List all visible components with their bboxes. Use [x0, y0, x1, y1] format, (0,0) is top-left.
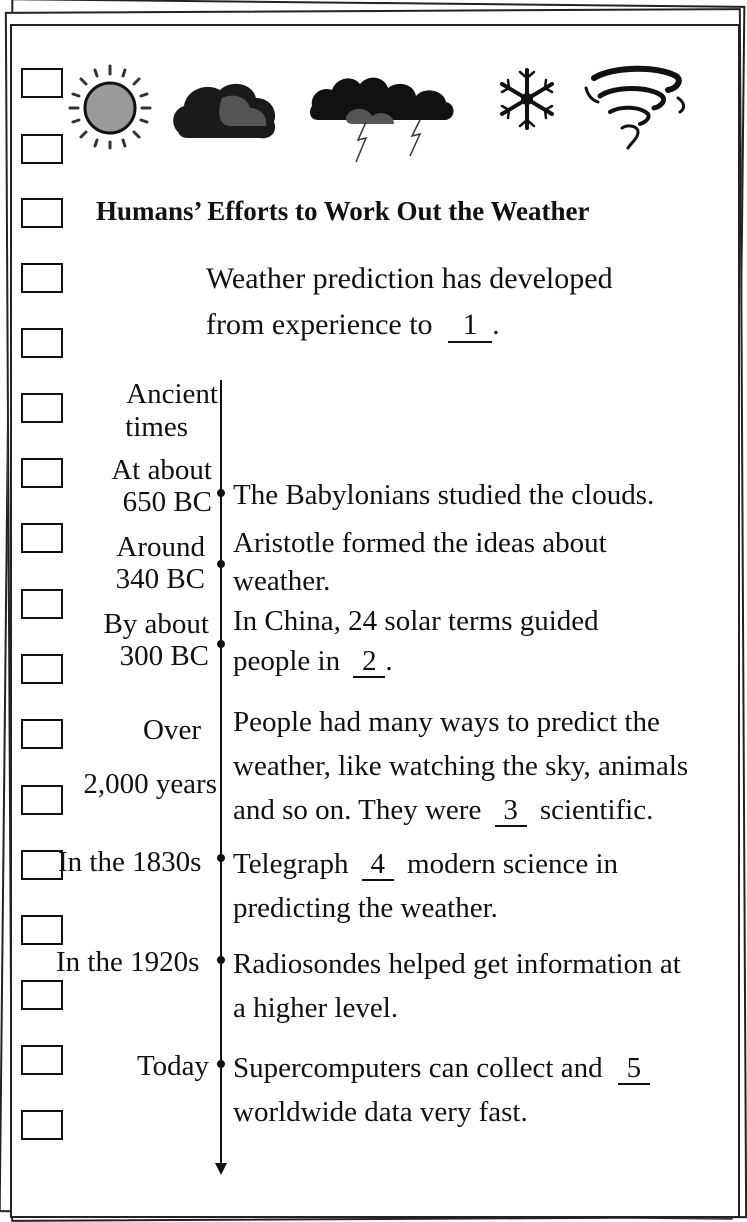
margin-box	[21, 68, 63, 98]
snowflake-icon	[496, 66, 558, 132]
timeline-date-650bc	[111, 454, 212, 518]
event-line: weather, like watching the sky, animals	[233, 750, 689, 782]
event-text: people in	[233, 645, 341, 677]
timeline-event-radiosondes	[233, 942, 681, 1030]
timeline-event-solar-terms	[233, 601, 599, 681]
event-text: scientific.	[539, 794, 654, 826]
timeline-dot	[217, 956, 225, 964]
answer-blank-3[interactable]: 3	[495, 795, 527, 827]
event-line: People had many ways to predict the	[233, 706, 660, 738]
event-line: weather.	[233, 565, 331, 597]
event-line: Radiosondes helped get information at	[233, 948, 681, 980]
margin-box	[21, 980, 63, 1010]
tornado-icon	[584, 64, 688, 150]
timeline-date-2000-years: 2,000 years	[83, 768, 217, 800]
margin-box	[21, 1110, 63, 1140]
answer-blank-5[interactable]: 5	[618, 1053, 650, 1085]
margin-box	[21, 458, 63, 488]
date-line: 340 BC	[115, 563, 205, 595]
event-line: In China, 24 solar terms guided	[233, 605, 599, 637]
timeline-event-babylonians: The Babylonians studied the clouds.	[233, 479, 655, 511]
timeline-date-over: Over	[143, 714, 201, 746]
timeline-date-1920s: In the 1920s	[56, 946, 200, 978]
answer-blank-4[interactable]: 4	[362, 849, 394, 881]
date-line: By about	[103, 608, 209, 640]
event-line: Aristotle formed the ideas about	[233, 527, 607, 559]
margin-box	[21, 1045, 63, 1075]
date-line: 650 BC	[122, 486, 212, 518]
event-text: Telegraph	[233, 848, 349, 880]
margin-box	[21, 523, 63, 553]
timeline-event-telegraph	[233, 842, 618, 930]
event-line	[233, 842, 618, 886]
timeline-date-ancient	[125, 378, 218, 444]
date-line: 300 BC	[119, 640, 209, 672]
timeline-date-340bc	[116, 531, 205, 595]
answer-blank-2[interactable]: 2	[353, 646, 385, 678]
event-text: modern science in	[407, 848, 619, 880]
timeline-event-prediction-ways	[233, 700, 688, 832]
sun-icon	[68, 62, 152, 150]
event-text: Supercomputers can collect and	[233, 1052, 603, 1084]
margin-box	[21, 328, 63, 358]
timeline-axis	[220, 380, 222, 1165]
timeline-date-1830s: In the 1830s	[58, 846, 202, 878]
intro-line-2-suffix: .	[492, 308, 500, 341]
margin-box	[21, 654, 63, 684]
margin-box	[21, 589, 63, 619]
event-text: and so on. They were	[233, 794, 482, 826]
cloud-icon	[170, 76, 280, 142]
timeline-dot	[217, 640, 225, 648]
margin-box	[21, 198, 63, 228]
event-line	[233, 1046, 650, 1090]
timeline-arrowhead	[215, 1163, 227, 1175]
date-line: At about	[111, 454, 212, 486]
margin-box	[21, 785, 63, 815]
event-line	[233, 788, 688, 832]
date-line: Ancient	[126, 378, 218, 410]
timeline-event-supercomputers	[233, 1046, 650, 1134]
timeline-event-aristotle	[233, 524, 607, 600]
event-line: worldwide data very fast.	[233, 1096, 528, 1128]
timeline-dot	[217, 854, 225, 862]
event-line: predicting the weather.	[233, 892, 498, 924]
intro-line-2	[206, 308, 500, 343]
timeline-dot	[217, 489, 225, 497]
margin-box	[21, 393, 63, 423]
intro-line-2-prefix: from experience to	[206, 308, 433, 341]
timeline-date-today: Today	[136, 1050, 209, 1082]
margin-box	[21, 134, 63, 164]
timeline-dot	[217, 560, 225, 568]
margin-box	[21, 263, 63, 293]
timeline-date-300bc	[103, 608, 209, 672]
date-line: Around	[116, 531, 205, 563]
answer-blank-1[interactable]: 1	[448, 309, 492, 343]
event-line: a higher level.	[233, 992, 399, 1024]
timeline-dot	[217, 1060, 225, 1068]
date-line: times	[125, 411, 188, 443]
intro-line-1: Weather prediction has developed	[206, 262, 613, 295]
storm-cloud-icon	[308, 70, 458, 166]
margin-box	[21, 915, 63, 945]
page-title: Humans’ Efforts to Work Out the Weather	[96, 196, 590, 226]
margin-box	[21, 719, 63, 749]
event-text: .	[385, 645, 393, 677]
event-line	[233, 641, 599, 681]
margin-box	[21, 850, 63, 880]
